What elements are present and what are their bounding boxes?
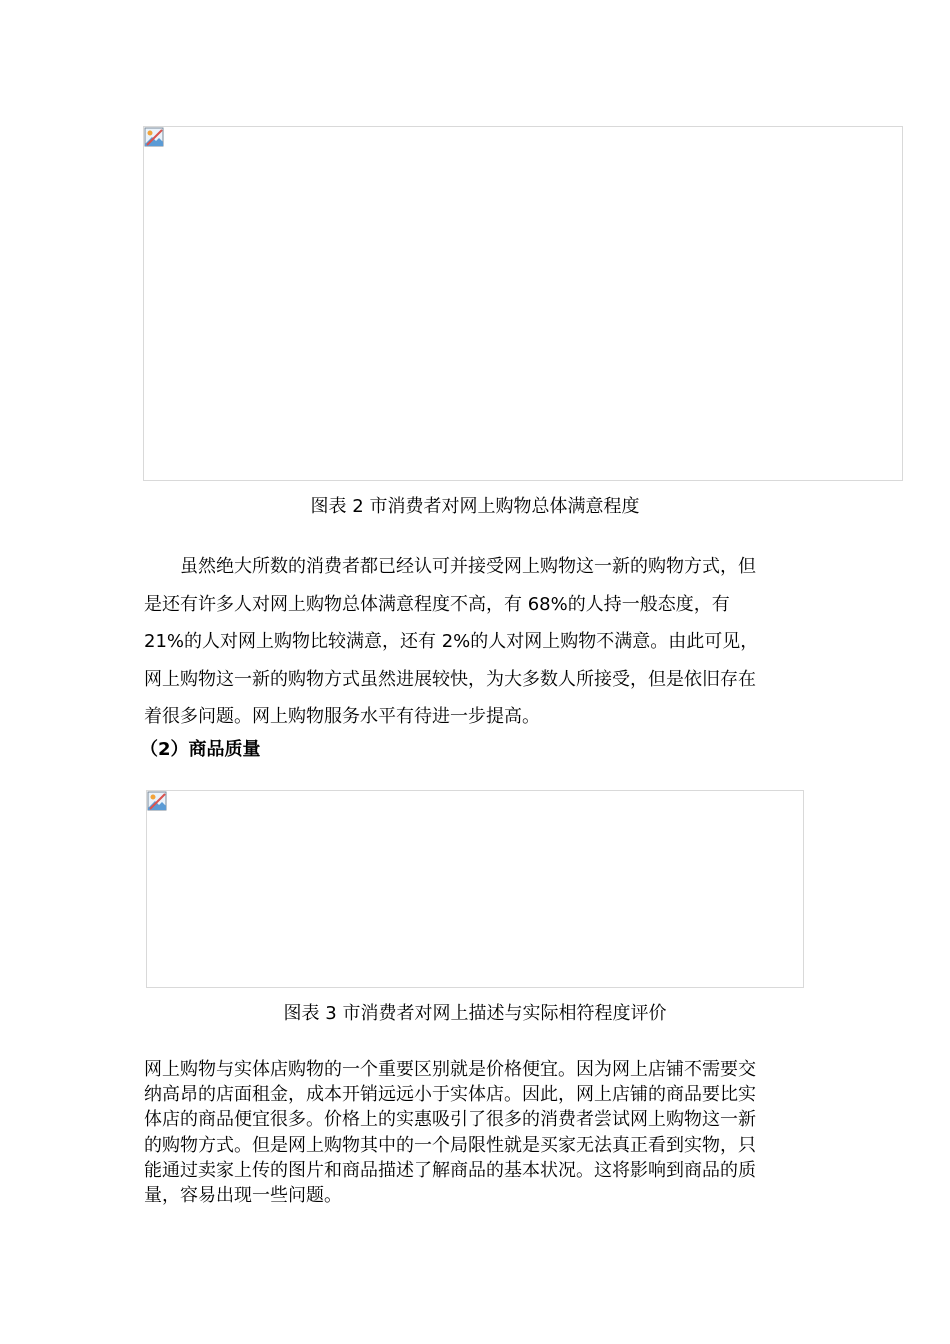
paragraph-line: 网上购物这一新的购物方式虽然进展较快，为大多数人所接受，但是依旧存在	[144, 668, 756, 690]
paragraph-line: 纳高昂的店面租金，成本开销远远小于实体店。因此，网上店铺的商品要比实	[144, 1084, 756, 1106]
broken-image-icon	[144, 127, 164, 147]
paragraph-satisfaction	[144, 548, 804, 736]
paragraph-line: 体店的商品便宜很多。价格上的实惠吸引了很多的消费者尝试网上购物这一新	[144, 1109, 756, 1131]
paragraph-line: 网上购物与实体店购物的一个重要区别就是价格便宜。因为网上店铺不需要交	[144, 1059, 756, 1080]
paragraph-line: 量，容易出现一些问题。	[144, 1185, 342, 1207]
section-heading: （2）商品质量	[140, 739, 261, 760]
figure-3-caption: 图表 3 市消费者对网上描述与实际相符程度评价	[283, 1003, 667, 1024]
figure-2-caption: 图表 2 市消费者对网上购物总体满意程度	[310, 496, 640, 517]
paragraph-price-quality	[144, 1057, 804, 1208]
figure-2-image	[143, 126, 903, 481]
paragraph-line: 21%的人对网上购物比较满意，还有 2%的人对网上购物不满意。由此可见，	[144, 631, 759, 652]
figure-3-image	[146, 790, 804, 988]
paragraph-line: 虽然绝大所数的消费者都已经认可并接受网上购物这一新的购物方式，但	[180, 556, 756, 577]
paragraph-line: 能通过卖家上传的图片和商品描述了解商品的基本状况。这将影响到商品的质	[144, 1159, 756, 1181]
paragraph-line: 的购物方式。但是网上购物其中的一个局限性就是买家无法真正看到实物，只	[144, 1134, 756, 1156]
paragraph-line: 着很多问题。网上购物服务水平有待进一步提高。	[144, 706, 540, 727]
broken-image-icon	[147, 791, 167, 811]
paragraph-line: 是还有许多人对网上购物总体满意程度不高，有 68%的人持一般态度，有	[144, 593, 730, 615]
